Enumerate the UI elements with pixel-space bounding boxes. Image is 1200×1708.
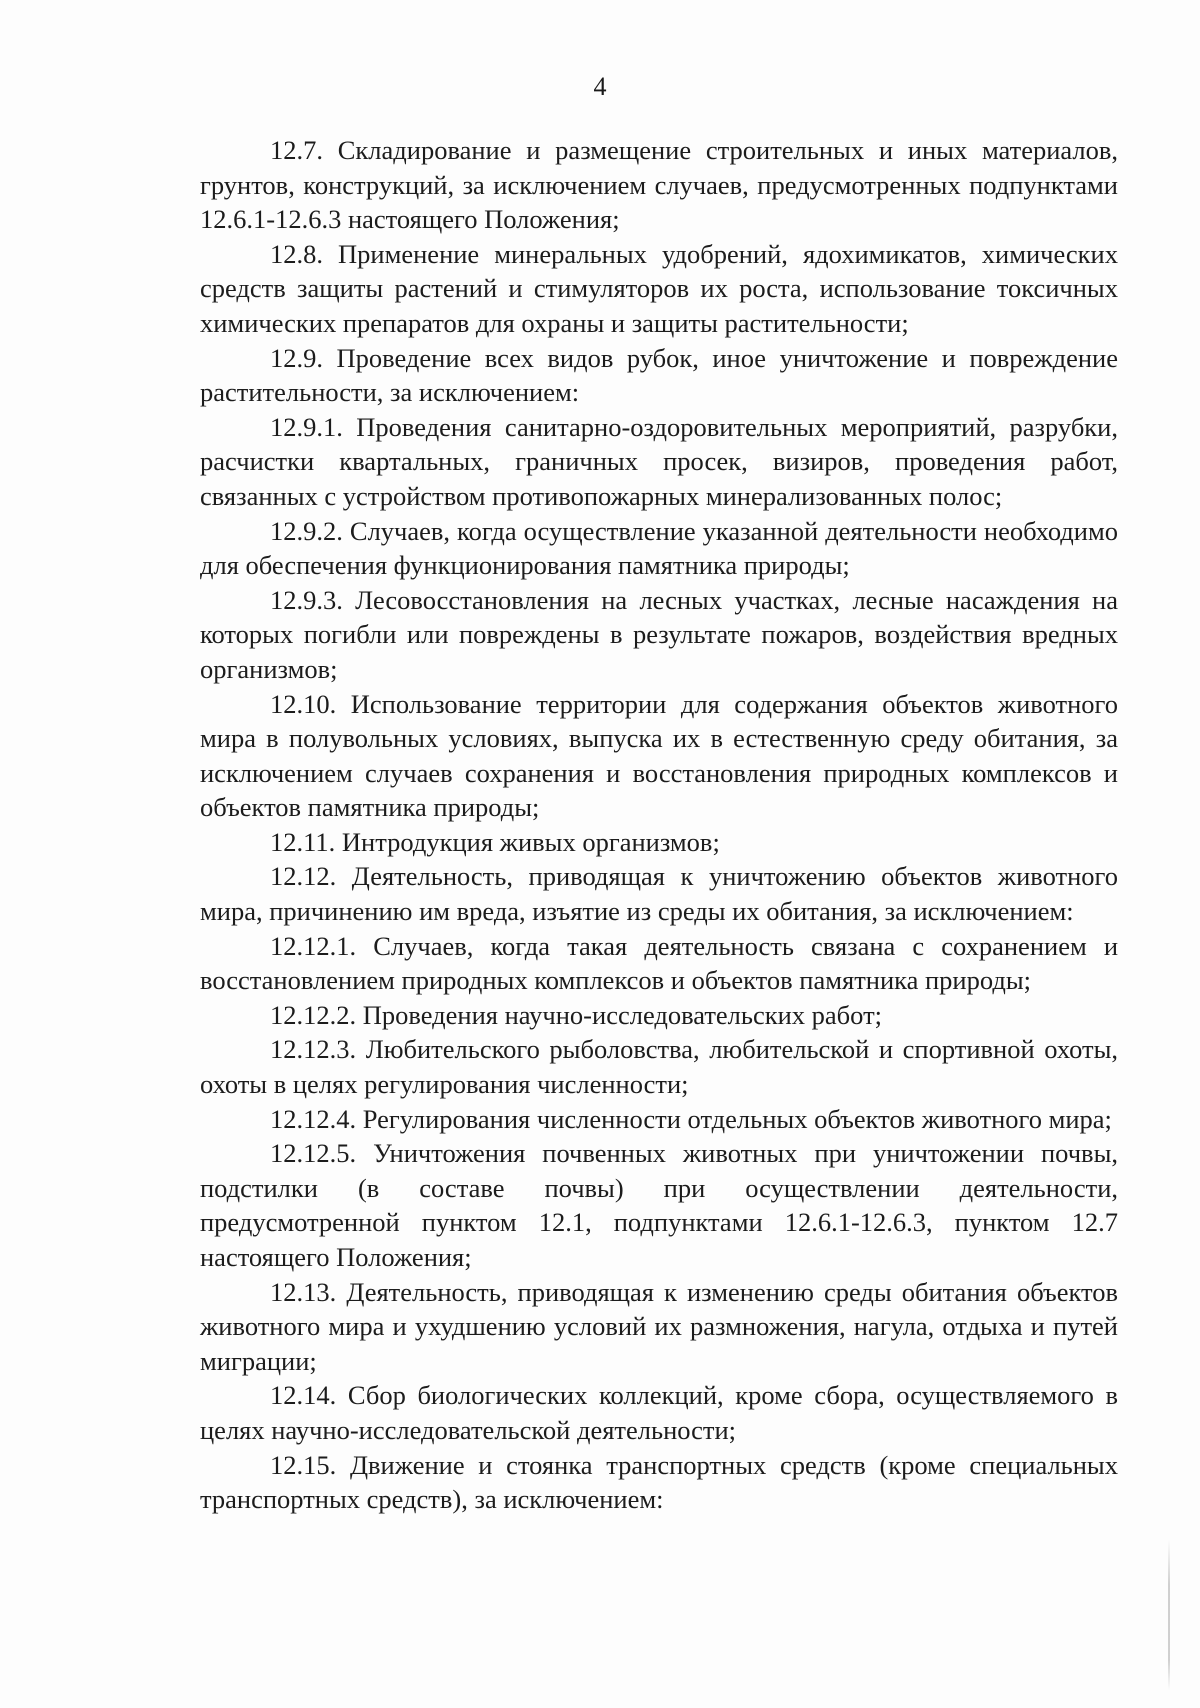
paragraph-12-12: 12.12. Деятельность, приводящая к уничтожению объектов животного мира, причинению им вреда, изъятие из среды их обитания, за исключением: bbox=[200, 861, 1118, 927]
paragraph-12-9-2: 12.9.2. Случаев, когда осуществление указанной деятельности необходимо для обеспечения функционирования памятника природы; bbox=[200, 515, 1118, 581]
paragraph-12-8: 12.8. Применение минеральных удобрений, ядохимикатов, химических средств защиты растений и стимуляторов их роста, использование токсичных химических препаратов для охраны и защиты растительности; bbox=[200, 238, 1118, 338]
paragraph-12-12-1: 12.12.1. Случаев, когда такая деятельность связана с сохранением и восстановлением природных комплексов и объектов памятника природы; bbox=[200, 930, 1118, 996]
paragraph-12-13: 12.13. Деятельность, приводящая к изменению среды обитания объектов животного мира и ухудшению условий их размножения, нагула, отдыха и путей миграции; bbox=[200, 1276, 1118, 1376]
paragraph-12-12-3: 12.12.3. Любительского рыболовства, любительской и спортивной охоты, охоты в целях регулирования численности; bbox=[200, 1034, 1118, 1100]
paragraph-12-14: 12.14. Сбор биологических коллекций, кроме сбора, осуществляемого в целях научно-исследовательской деятельности; bbox=[200, 1380, 1118, 1445]
paragraph-12-9-3: 12.9.3. Лесовосстановления на лесных участках, лесные насаждения на которых погибли или повреждены в результате пожаров, воздействия вредных организмов; bbox=[200, 584, 1118, 684]
paragraph-12-12-4: 12.12.4. Регулирования численности отдельных объектов животного мира; bbox=[270, 1103, 1112, 1134]
page-number: 4 bbox=[593, 72, 607, 101]
paragraph-12-12-5: 12.12.5. Уничтожения почвенных животных при уничтожении почвы, подстилки (в составе почвы) при осуществлении деятельности, предусмотренной пунктом 12.1, подпунктами 12.6.1-12.6.3, пунктом 12.7 настоящего Положения; bbox=[200, 1138, 1118, 1272]
paragraph-12-15: 12.15. Движение и стоянка транспортных средств (кроме специальных транспортных средств), за исключением: bbox=[200, 1449, 1118, 1515]
scan-edge-mark bbox=[1168, 1540, 1170, 1690]
paragraph-12-9-1: 12.9.1. Проведения санитарно-оздоровительных мероприятий, разрубки, расчистки квартальных, граничных просек, визиров, проведения работ, связанных с устройством противопожарных минерализованных полос; bbox=[200, 411, 1118, 511]
paragraph-12-11: 12.11. Интродукция живых организмов; bbox=[270, 826, 720, 857]
paragraph-12-12-2: 12.12.2. Проведения научно-исследовательских работ; bbox=[270, 999, 883, 1030]
document-body bbox=[200, 133, 1118, 1517]
paragraph-12-10: 12.10. Использование территории для содержания объектов животного мира в полувольных условиях, выпуска их в естественную среду обитания, за исключением случаев сохранения и восстановления природных комплексов и объектов памятника природы; bbox=[200, 688, 1118, 823]
paragraph-12-7: 12.7. Складирование и размещение строительных и иных материалов, грунтов, конструкций, за исключением случаев, предусмотренных подпунктами 12.6.1-12.6.3 настоящего Положения; bbox=[200, 135, 1118, 235]
paragraph-12-9: 12.9. Проведение всех видов рубок, иное уничтожение и повреждение растительности, за исключением: bbox=[200, 342, 1118, 408]
